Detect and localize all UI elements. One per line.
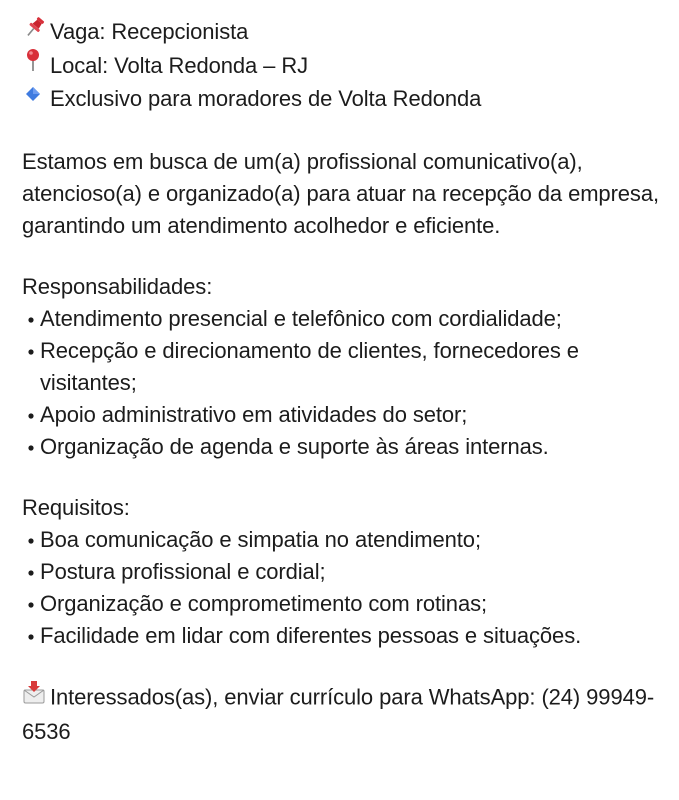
bullet-icon <box>22 303 40 335</box>
list-item: Organização e comprometimento com rotinas; <box>22 588 662 620</box>
bullet-icon <box>22 524 40 556</box>
vaga-line <box>22 16 662 50</box>
envelope-arrow-icon <box>22 679 50 714</box>
bullet-icon <box>22 620 40 652</box>
job-post <box>22 16 662 748</box>
list-item: Organização de agenda e suporte às áreas internas. <box>22 431 662 463</box>
intro-paragraph: Estamos em busca de um(a) profissional comunicativo(a), atencioso(a) e organizado(a) para atuar na recepção da empresa, garantindo um atendimento acolhedor e eficiente. <box>22 149 659 239</box>
vaga-text: Vaga: Recepcionista <box>50 19 249 44</box>
local-text: Local: Volta Redonda – RJ <box>50 52 309 78</box>
bullet-icon <box>22 588 40 620</box>
contato-line <box>22 681 662 748</box>
list-item: Boa comunicação e simpatia no atendimento; <box>22 524 662 556</box>
responsabilidades-title: Responsabilidades: <box>22 274 213 300</box>
contato-text: Interessados(as), enviar currículo para WhatsApp: (24) 99949-6536 <box>22 684 655 745</box>
list-item: Facilidade em lidar com diferentes pessoas e situações. <box>22 620 662 652</box>
bullet-icon <box>22 335 40 367</box>
list-item: Atendimento presencial e telefônico com cordialidade; <box>22 303 662 335</box>
exclusivo-text: Exclusivo para moradores de Volta Redonda <box>50 86 482 112</box>
list-item: Recepção e direcionamento de clientes, fornecedores e visitantes; <box>22 335 662 399</box>
blue-diamond-icon <box>22 82 50 115</box>
pushpin-icon <box>22 15 50 48</box>
exclusivo-line <box>22 83 662 117</box>
bullet-icon <box>22 431 40 463</box>
requisitos-title: Requisitos: <box>22 495 130 521</box>
bullet-icon <box>22 556 40 588</box>
list-item: Apoio administrativo em atividades do setor; <box>22 399 662 431</box>
list-item: Postura profissional e cordial; <box>22 556 662 588</box>
bullet-icon <box>22 399 40 431</box>
local-line <box>22 50 662 84</box>
round-pin-icon <box>22 48 50 81</box>
